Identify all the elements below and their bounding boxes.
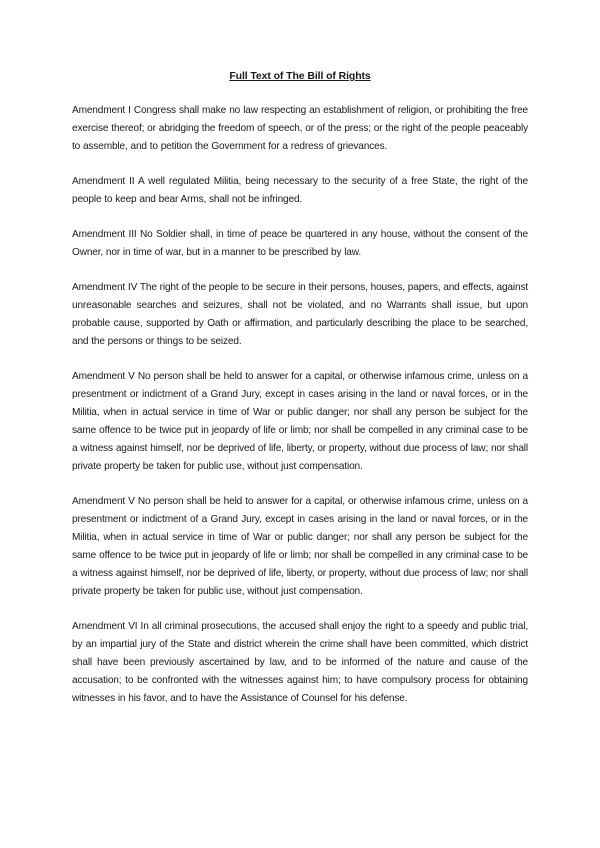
amendment-2-paragraph: Amendment II A well regulated Militia, being necessary to the security of a free State, the right of the people to keep and bear Arms, shall not be infringed. xyxy=(72,176,528,205)
document-page xyxy=(72,70,528,708)
amendment-5-paragraph: Amendment V No person shall be held to answer for a capital, or otherwise infamous crime, unless on a presentment or indictment of a Grand Jury, except in cases arising in the land or naval forces, or in the Militia, when in actual service in time of War or public danger; nor shall any person be subject for the same offence to be twice put in jeopardy of life or limb; nor shall be compelled in any criminal case to be a witness against himself, nor be deprived of life, liberty, or property, without due process of law; nor shall private property be taken for public use, without just compensation. xyxy=(72,371,528,472)
amendment-1-paragraph: Amendment I Congress shall make no law respecting an establishment of religion, or prohibiting the free exercise thereof; or abridging the freedom of speech, or of the press; or the right of the people peaceably to assemble, and to petition the Government for a redress of grievances. xyxy=(72,105,528,152)
amendment-6-paragraph: Amendment VI In all criminal prosecutions, the accused shall enjoy the right to a speedy and public trial, by an impartial jury of the State and district wherein the crime shall have been committed, which district shall have been previously ascertained by law, and to be informed of the nature and cause of the accusation; to be confronted with the witnesses against him; to have compulsory process for obtaining witnesses in his favor, and to have the Assistance of Counsel for his defense. xyxy=(72,621,528,704)
amendment-3-paragraph: Amendment III No Soldier shall, in time of peace be quartered in any house, without the consent of the Owner, nor in time of war, but in a manner to be prescribed by law. xyxy=(72,229,528,258)
document-title: Full Text of The Bill of Rights xyxy=(229,70,371,82)
amendment-5-duplicate-paragraph: Amendment V No person shall be held to answer for a capital, or otherwise infamous crime, unless on a presentment or indictment of a Grand Jury, except in cases arising in the land or naval forces, or in the Militia, when in actual service in time of War or public danger; nor shall any person be subject for the same offence to be twice put in jeopardy of life or limb; nor shall be compelled in any criminal case to be a witness against himself, nor be deprived of life, liberty, or property, without due process of law; nor shall private property be taken for public use, without just compensation. xyxy=(72,496,528,597)
amendment-4-paragraph: Amendment IV The right of the people to be secure in their persons, houses, papers, and effects, against unreasonable searches and seizures, shall not be violated, and no Warrants shall issue, but upon probable cause, supported by Oath or affirmation, and particularly describing the place to be searched, and the persons or things to be seized. xyxy=(72,282,528,347)
